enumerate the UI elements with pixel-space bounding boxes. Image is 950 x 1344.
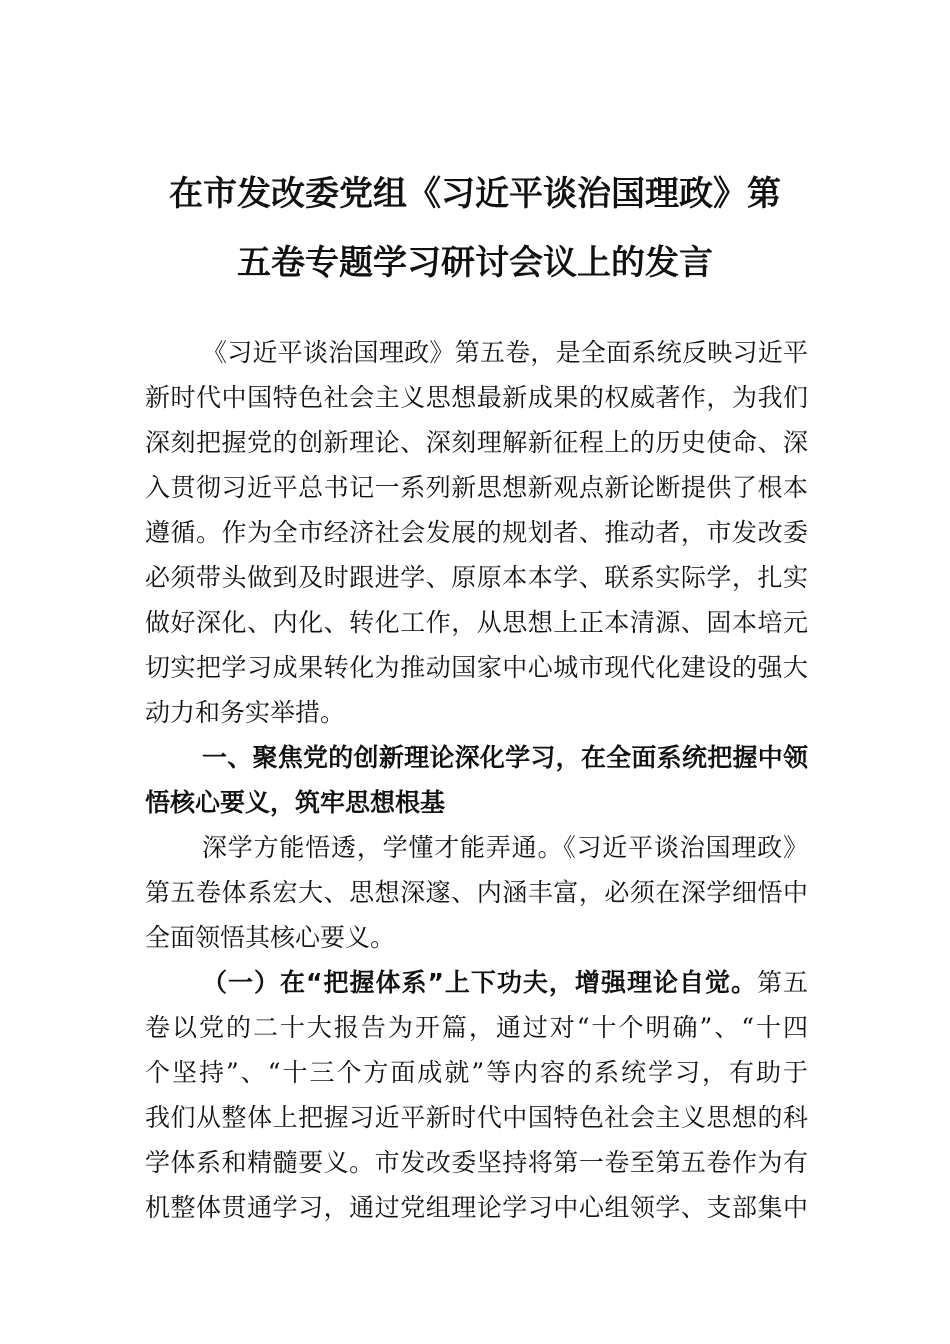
document-title [140, 160, 810, 298]
intro-paragraph [145, 330, 808, 735]
heading-line: 悟核心要义，筑牢思想根基 [145, 788, 446, 817]
title-line: 在市发改委党组《习近平谈治国理政》第 [169, 174, 781, 214]
text-line: 必须带头做到及时跟进学、原原本本学、联系实际学，扎实 [145, 563, 808, 592]
text-line: 机整体贯通学习，通过党组理论学习中心组领学、支部集中 [145, 1193, 808, 1222]
title-line: 五卷专题学习研讨会议上的发言 [237, 243, 713, 283]
text-line: 《习近平谈治国理政》第五卷，是全面系统反映习近平 [202, 338, 808, 367]
text-line: 动力和务实举措。 [145, 698, 346, 727]
text-line: 卷以党的二十大报告为开篇，通过对“十个明确”、“十四 [145, 1013, 808, 1042]
text-line: 深刻把握党的创新理论、深刻理解新征程上的历史使命、深 [145, 428, 808, 457]
text-line: 做好深化、内化、转化工作，从思想上正本清源、固本培元 [145, 608, 808, 637]
section-heading [145, 735, 808, 825]
subheading-lead: （一）在“把握体系”上下功夫，增强理论自觉。 [202, 968, 757, 997]
text-line: 切实把学习成果转化为推动国家中心城市现代化建设的强大 [145, 653, 808, 682]
text-line: 学体系和精髓要义。市发改委坚持将第一卷至第五卷作为有 [145, 1148, 808, 1177]
paragraph [145, 825, 808, 960]
text-line: 新时代中国特色社会主义思想最新成果的权威著作，为我们 [145, 383, 808, 412]
text-line: 深学方能悟透，学懂才能弄通。《习近平谈治国理政》 [202, 833, 808, 862]
heading-line: 一、聚焦党的创新理论深化学习，在全面系统把握中领 [202, 743, 808, 772]
text-line: 全面领悟其核心要义。 [145, 923, 396, 952]
text-line: 个坚持”、“十三个方面成就”等内容的系统学习，有助于 [145, 1058, 808, 1087]
document-body [145, 330, 808, 1230]
text-line: 遵循。作为全市经济社会发展的规划者、推动者，市发改委 [145, 518, 808, 547]
text-line: 入贯彻习近平总书记一系列新思想新观点新论断提供了根本 [145, 473, 808, 502]
text-line [145, 960, 808, 1005]
paragraph [145, 960, 808, 1230]
text-fragment: 第五 [756, 968, 808, 997]
text-line: 第五卷体系宏大、思想深邃、内涵丰富，必须在深学细悟中 [145, 878, 808, 907]
text-line: 我们从整体上把握习近平新时代中国特色社会主义思想的科 [145, 1103, 808, 1132]
